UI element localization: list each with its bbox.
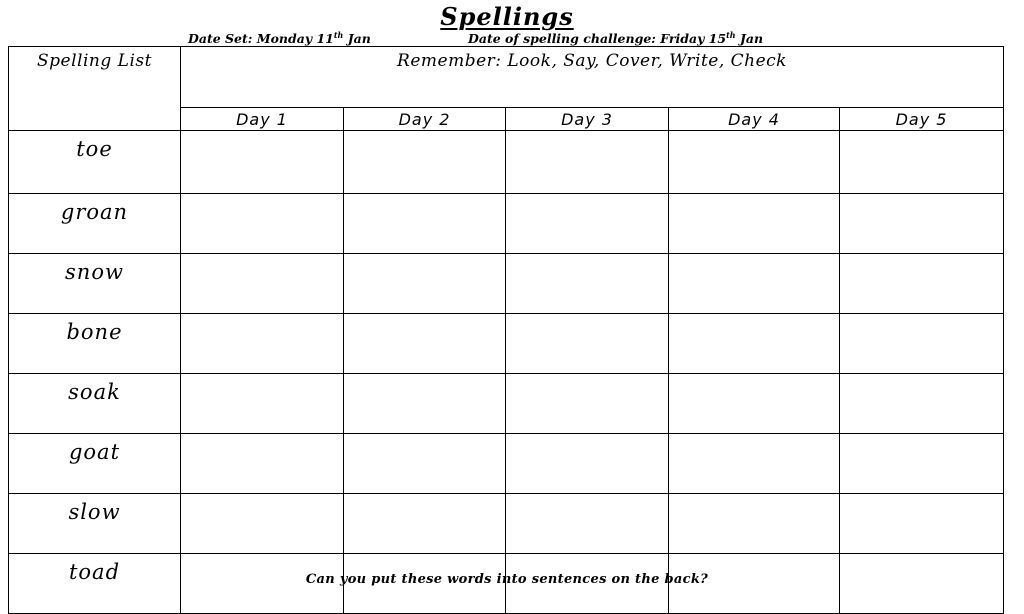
practice-cell[interactable]: [181, 434, 344, 494]
practice-cell[interactable]: [669, 314, 840, 374]
page-title: Spellings: [440, 2, 574, 31]
date-challenge-month: Jan: [735, 31, 764, 47]
day-header: Day 2: [344, 108, 506, 131]
day-header: Day 1: [181, 108, 344, 131]
word-rows: [9, 131, 1004, 614]
practice-cell[interactable]: [506, 494, 669, 554]
practice-cell[interactable]: [669, 434, 840, 494]
date-set-label: Date Set: Monday 11: [188, 31, 334, 47]
spelling-word: bone: [9, 314, 181, 374]
spelling-list-header: Spelling List: [9, 47, 181, 131]
practice-cell[interactable]: [506, 131, 669, 194]
spelling-word: goat: [9, 434, 181, 494]
spelling-word: toe: [9, 131, 181, 194]
practice-cell[interactable]: [506, 254, 669, 314]
practice-cell[interactable]: [181, 494, 344, 554]
table-row: [9, 494, 1004, 554]
table-row: [9, 314, 1004, 374]
practice-cell[interactable]: [344, 374, 506, 434]
spelling-word: soak: [9, 374, 181, 434]
practice-cell[interactable]: [669, 494, 840, 554]
practice-cell[interactable]: [840, 434, 1004, 494]
practice-cell[interactable]: [344, 194, 506, 254]
practice-cell[interactable]: [840, 194, 1004, 254]
practice-cell[interactable]: [181, 254, 344, 314]
spelling-word: slow: [9, 494, 181, 554]
practice-cell[interactable]: [344, 494, 506, 554]
practice-cell[interactable]: [669, 194, 840, 254]
practice-cell[interactable]: [506, 194, 669, 254]
practice-cell[interactable]: [344, 254, 506, 314]
practice-cell[interactable]: [181, 194, 344, 254]
practice-cell[interactable]: [181, 314, 344, 374]
date-challenge: [468, 30, 763, 46]
table-row: [9, 254, 1004, 314]
spelling-word: groan: [9, 194, 181, 254]
spelling-word: toad: [9, 554, 181, 614]
practice-cell[interactable]: [669, 254, 840, 314]
practice-cell[interactable]: [840, 131, 1004, 194]
spelling-table: [8, 46, 1004, 614]
practice-cell[interactable]: [669, 374, 840, 434]
table-row: [9, 374, 1004, 434]
practice-cell[interactable]: [840, 314, 1004, 374]
spelling-word: snow: [9, 254, 181, 314]
practice-cell[interactable]: [506, 374, 669, 434]
table-row: [9, 434, 1004, 494]
practice-cell[interactable]: [344, 314, 506, 374]
practice-cell[interactable]: [669, 131, 840, 194]
table-row: [9, 194, 1004, 254]
practice-cell[interactable]: [181, 131, 344, 194]
practice-cell[interactable]: [181, 374, 344, 434]
date-challenge-label: Date of spelling challenge: Friday 15: [468, 31, 727, 47]
day-header: Day 3: [506, 108, 669, 131]
practice-cell[interactable]: [344, 131, 506, 194]
date-set: [188, 30, 371, 46]
date-set-month: Jan: [343, 31, 371, 47]
practice-cell[interactable]: [344, 434, 506, 494]
header-row: [9, 47, 1004, 108]
practice-cell[interactable]: [840, 494, 1004, 554]
table-row: [9, 131, 1004, 194]
practice-cell[interactable]: [506, 434, 669, 494]
remember-header: Remember: Look, Say, Cover, Write, Check: [181, 47, 1004, 108]
day-header: Day 4: [669, 108, 840, 131]
practice-cell[interactable]: [840, 374, 1004, 434]
day-header: Day 5: [840, 108, 1004, 131]
practice-cell[interactable]: [840, 254, 1004, 314]
date-challenge-suffix: th: [726, 30, 736, 40]
footer-prompt: Can you put these words into sentences on the back?: [305, 572, 709, 587]
date-set-suffix: th: [333, 30, 344, 40]
practice-cell[interactable]: [506, 314, 669, 374]
